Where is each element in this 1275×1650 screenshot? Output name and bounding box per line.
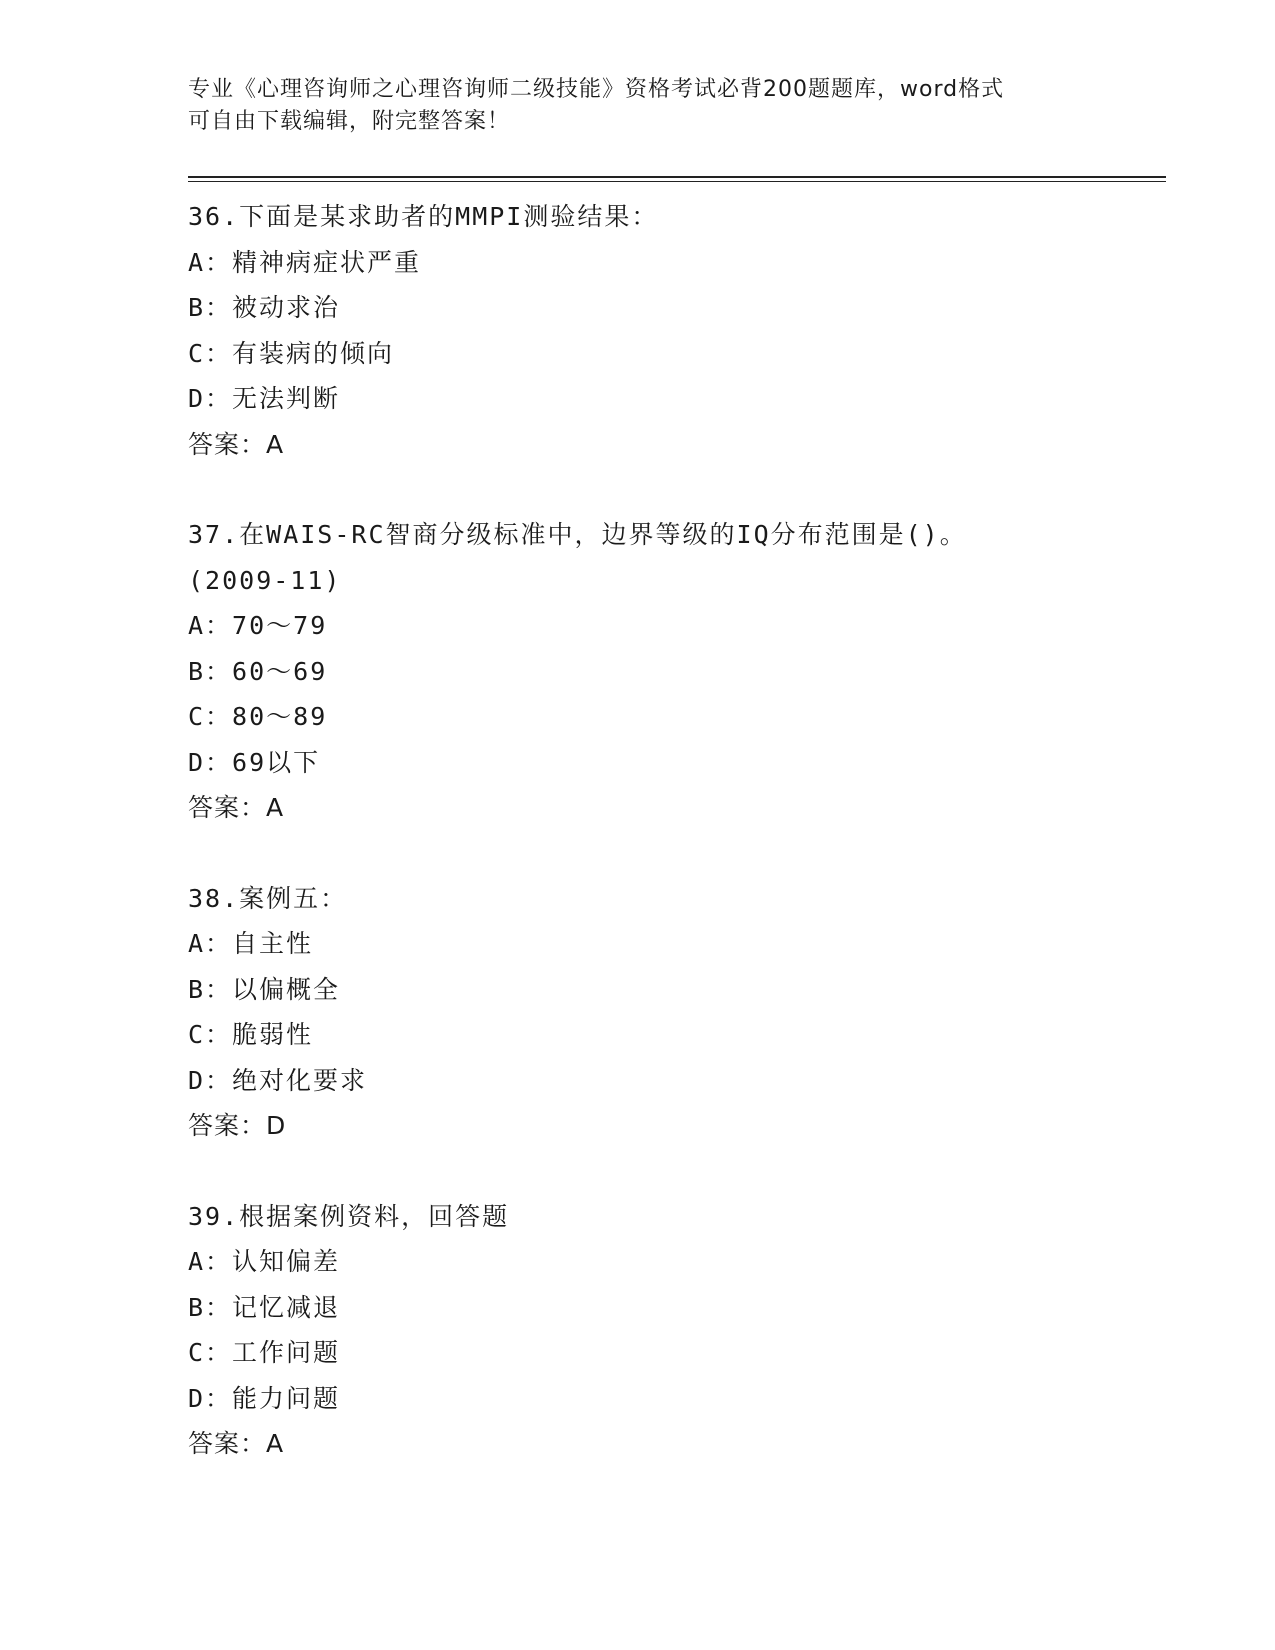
option-c: C：工作问题 xyxy=(188,1338,341,1367)
header-line-2: 可自由下载编辑，附完整答案！ xyxy=(188,109,511,134)
question-39 xyxy=(188,1194,1168,1467)
header-divider xyxy=(188,176,1166,182)
question-36 xyxy=(188,194,1168,467)
option-d: D：无法判断 xyxy=(188,384,341,413)
answer-line: 答案：A xyxy=(188,793,285,822)
option-d: D：绝对化要求 xyxy=(188,1065,368,1095)
document-page xyxy=(188,74,1168,1512)
option-c: C：80～89 xyxy=(188,702,328,731)
option-b: B：记忆减退 xyxy=(188,1292,341,1322)
question-stem: 39.根据案例资料，回答题 xyxy=(188,1201,510,1231)
option-c: C：有装病的倾向 xyxy=(188,338,395,368)
option-b: B：60～69 xyxy=(188,656,328,686)
question-stem-continued: (2009-11) xyxy=(188,565,342,595)
option-a: A：自主性 xyxy=(188,929,314,958)
option-c: C：脆弱性 xyxy=(188,1020,314,1049)
question-37 xyxy=(188,512,1168,831)
option-b: B：以偏概全 xyxy=(188,974,341,1004)
option-d: D：69以下 xyxy=(188,747,321,777)
answer-line: 答案：A xyxy=(188,429,285,459)
option-b: B：被动求治 xyxy=(188,293,341,322)
option-a: A：70～79 xyxy=(188,611,328,640)
answer-line: 答案：D xyxy=(188,1111,287,1140)
question-38 xyxy=(188,876,1168,1149)
option-a: A：认知偏差 xyxy=(188,1247,341,1276)
question-stem: 36.下面是某求助者的MMPI测验结果： xyxy=(188,202,659,231)
option-a: A：精神病症状严重 xyxy=(188,247,422,277)
option-d: D：能力问题 xyxy=(188,1383,341,1413)
question-list xyxy=(188,194,1168,1467)
header-line-1: 专业《心理咨询师之心理咨询师二级技能》资格考试必背200题题库，word格式 xyxy=(188,77,1005,102)
question-stem: 37.在WAIS-RC智商分级标准中，边界等级的IQ分布范围是()。 xyxy=(188,520,967,549)
question-stem: 38.案例五： xyxy=(188,883,348,913)
answer-line: 答案：A xyxy=(188,1429,285,1458)
